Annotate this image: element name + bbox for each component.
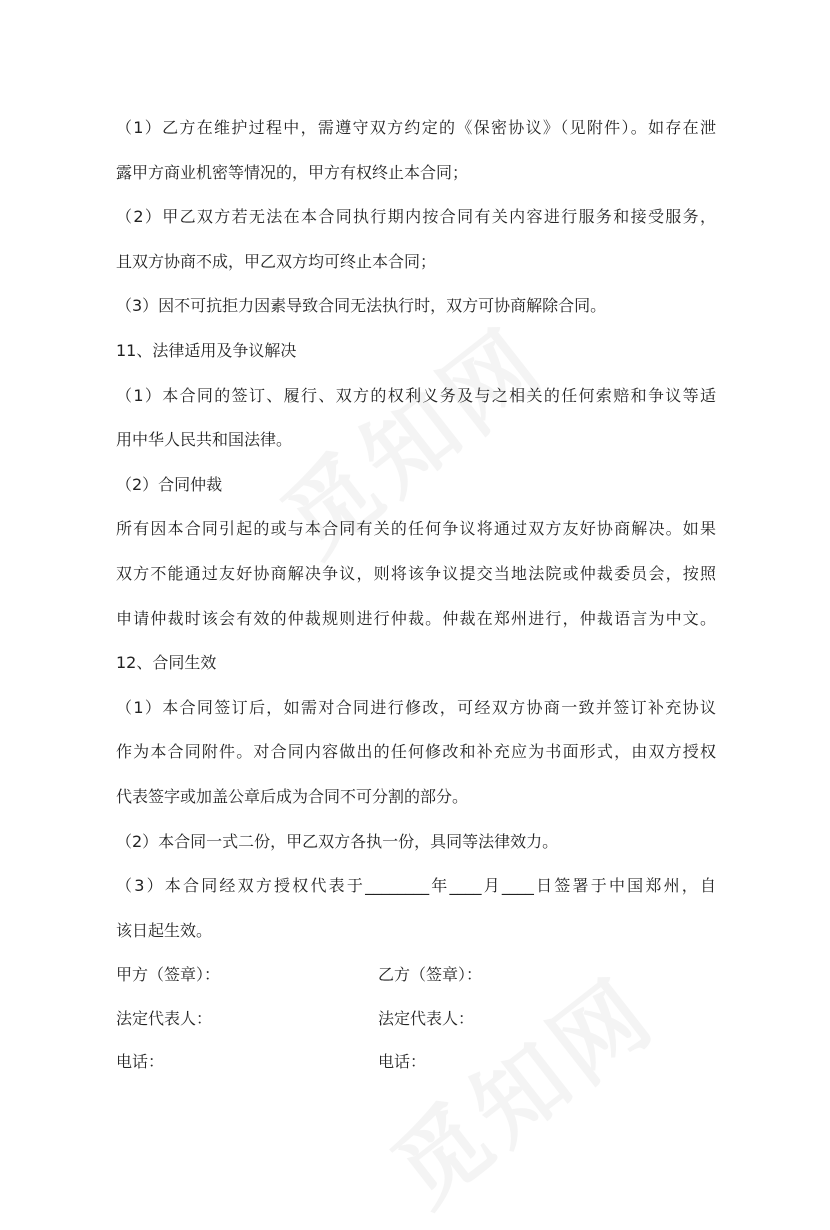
clause-12-1-line-3: 代表签字或加盖公章后成为合同不可分割的部分。 (116, 786, 469, 806)
clause-12-3-line-2: 该日起生效。 (116, 920, 213, 940)
clause-10-1-line-2: 露甲方商业机密等情况的，甲方有权终止本合同； (116, 162, 469, 182)
clause-11-1-line-2: 用中华人民共和国法律。 (116, 430, 293, 450)
party-b-phone-label: 电话： (378, 1052, 427, 1072)
signature-row-phone (116, 1040, 716, 1084)
arbitration-paragraph-line-3: 申请仲裁时该会有效的仲裁规则进行仲裁。仲裁在郑州进行，仲裁语言为中文。 (116, 608, 716, 628)
clause-10-3: （3）因不可抗拒力因素导致合同无法执行时，双方可协商解除合同。 (116, 296, 607, 316)
section-heading-12: 12、合同生效 (116, 653, 217, 673)
clause-12-2: （2）本合同一式二份，甲乙双方各执一份，具同等法律效力。 (116, 831, 559, 851)
section-heading-11: 11、法律适用及争议解决 (116, 340, 297, 360)
arbitration-paragraph-line-1: 所有因本合同引起的或与本合同有关的任何争议将通过双方友好协商解决。如果 (116, 519, 716, 539)
party-a-seal-label: 甲方（签章）： (116, 965, 221, 985)
signature-row-representative (116, 997, 716, 1041)
party-b-seal-label: 乙方（签章）： (378, 965, 483, 985)
party-a-phone-label: 电话： (116, 1052, 165, 1072)
clause-12-1-line-2: 作为本合同附件。对合同内容做出的任何修改和补充应为书面形式，由双方授权 (116, 742, 716, 762)
clause-11-2-heading: （2）合同仲裁 (116, 474, 223, 494)
contract-body (116, 106, 716, 1084)
clause-10-2-line-2: 且双方协商不成，甲乙双方均可终止本合同； (116, 251, 437, 271)
clause-10-1-line-1: （1）乙方在维护过程中，需遵守双方约定的《保密协议》（见附件）。如存在泄 (116, 118, 716, 137)
party-a-representative-label: 法定代表人： (116, 1008, 213, 1028)
signature-row-seal (116, 953, 716, 997)
party-b-representative-label: 法定代表人： (378, 1008, 475, 1028)
clause-12-1-line-1: （1）本合同签订后，如需对合同进行修改，可经双方协商一致并签订补充协议 (116, 697, 716, 717)
clause-11-1-line-1: （1）本合同的签订、履行、双方的权利义务及与之相关的任何索赔和争议等适 (116, 385, 716, 405)
arbitration-paragraph-line-2: 双方不能通过友好协商解决争议，则将该争议提交当地法院或仲裁委员会，按照 (116, 563, 716, 583)
clause-12-3-line-1: （3）本合同经双方授权代表于________年____月____日签署于中国郑州，自 (116, 876, 716, 896)
clause-10-2-line-1: （2）甲乙双方若无法在本合同执行期内按合同有关内容进行服务和接受服务， (116, 207, 716, 227)
